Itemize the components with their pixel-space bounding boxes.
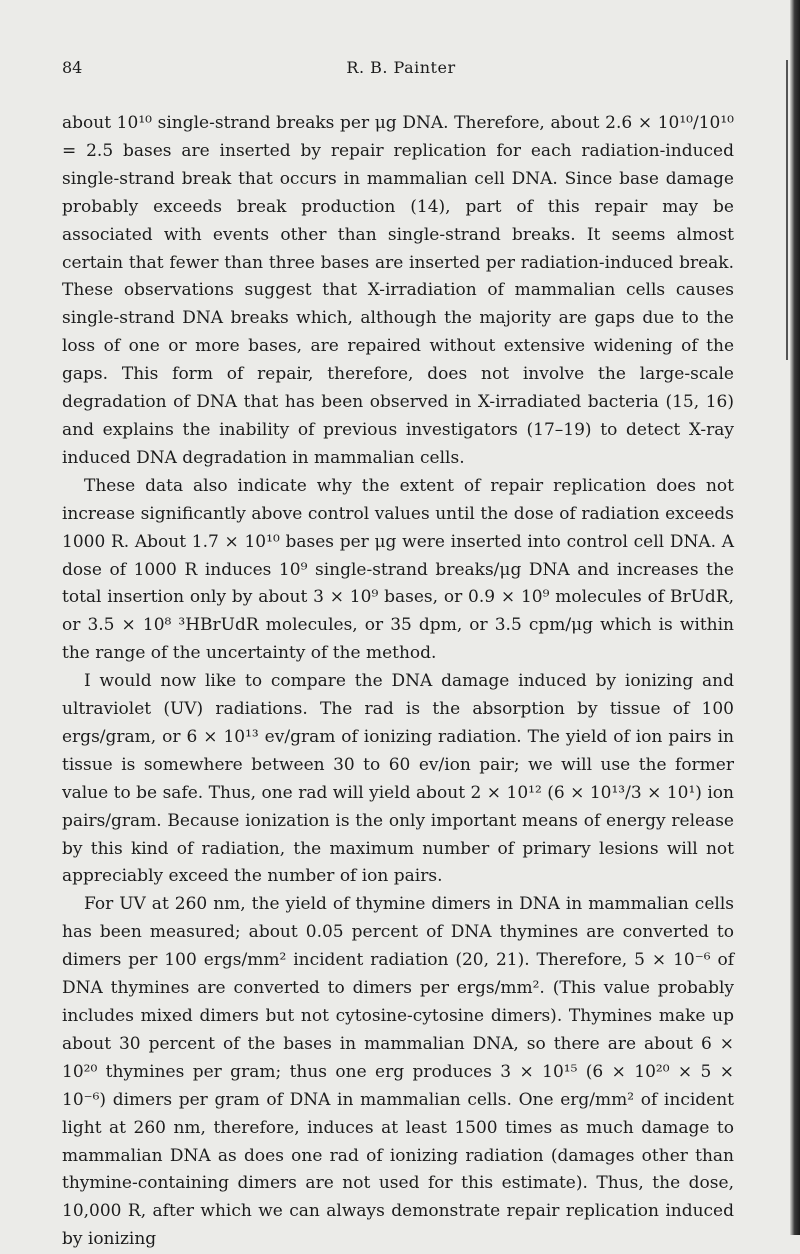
paragraph-repair-replication: These data also indicate why the extent of repair replication does not increase significantly above control values until the dose of radiation exceeds 1000 R. About 1.7 × 10¹⁰ bases per μg were inserted into control cell DNA. A dose of 1000 R induces 10⁹ single-strand breaks/μg DNA and increases the total insertion only by about 3 × 10⁹ bases, or 0.9 × 10⁹ molecules of BrUdR, or 3.5 × 10⁸ ³HBrUdR molecules, or 35 dpm, or 3.5 cpm/μg which is within the range of the uncertainty of the method. — [62, 475, 734, 664]
running-head — [62, 58, 740, 82]
paragraph-ionizing-vs-uv: I would now like to compare the DNA damage induced by ionizing and ultraviolet (UV) radiations. The rad is the absorption by tissue of 100 ergs/gram, or 6 × 10¹³ ev/gram of ionizing radiation. The yield of ion pairs in tissue is somewhere between 30 to 60 ev/ion pair; we will use the former value to be safe. Thus, one rad will yield about 2 × 10¹² (6 × 10¹³/3 × 10¹) ion pairs/gram. Because ionization is the only important means of energy release by this kind of radiation, the maximum number of primary lesions will not appreciably exceed the number of ion pairs. — [62, 671, 734, 887]
running-head-author: R. B. Painter — [346, 58, 456, 77]
page-edge-shadow — [786, 60, 788, 360]
body-text — [62, 110, 734, 1254]
paragraph-uv-thymine-dimers: For UV at 260 nm, the yield of thymine dimers in DNA in mammalian cells has been measured; about 0.05 percent of DNA thymines are converted to dimers per 100 ergs/mm² incident radiation (20, 21). Therefore, 5 × 10⁻⁶ of DNA thymines are converted to dimers per ergs/mm². (This value probably includes mixed dimers but not cytosine-cytosine dimers). Thymines make up about 30 percent of the bases in mammalian DNA, so there are about 6 × 10²⁰ thymines per gram; thus one erg produces 3 × 10¹⁵ (6 × 10²⁰ × 5 × 10⁻⁶) dimers per gram of DNA in mammalian cells. One erg/mm² of incident light at 260 nm, therefore, induces at least 1500 times as much damage to mammalian DNA as does one rad of ionizing radiation (damages other than thymine-containing dimers are not used for this estimate). Thus, the dose, 10,000 R, after which we can always demonstrate repair replication induced by ionizing — [62, 894, 734, 1250]
page-number: 84 — [62, 58, 83, 77]
paragraph-continued: about 10¹⁰ single-strand breaks per μg DNA. Therefore, about 2.6 × 10¹⁰/10¹⁰ = 2.5 bases are inserted by repair replication for each radiation-induced single-strand break that occurs in mammalian cell DNA. Since base damage probably exceeds break production (14), part of this repair may be associated with events other than single-strand breaks. It seems almost certain that fewer than three bases are inserted per radiation-induced break. These observations suggest that X-irradiation of mammalian cells causes single-strand DNA breaks which, although the majority are gaps due to the loss of one or more bases, are repaired without extensive widening of the gaps. This form of repair, therefore, does not involve the large-scale degradation of DNA that has been observed in X-irradiated bacteria (15, 16) and explains the inability of previous investigators (17–19) to detect X-ray induced DNA degradation in mammalian cells. — [62, 113, 734, 468]
book-spine-edge — [790, 0, 800, 1235]
